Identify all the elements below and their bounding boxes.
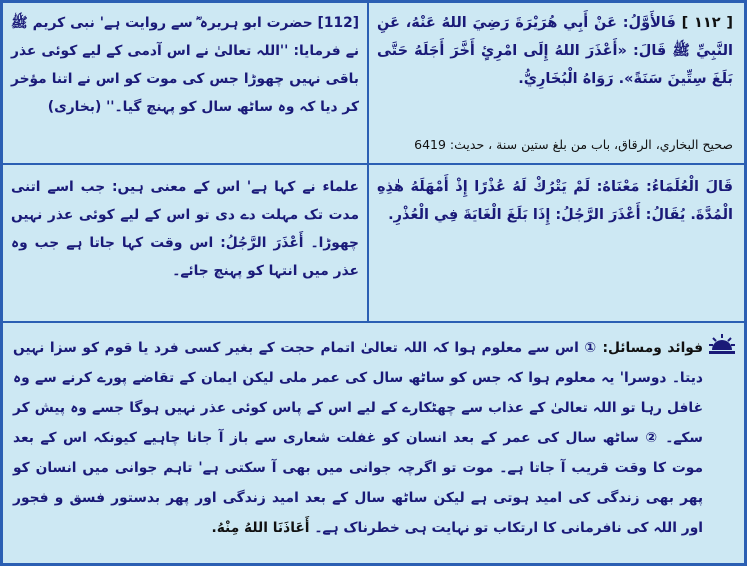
section-divider [3, 321, 744, 323]
urdu-scholars: علماء نے کہا ہے' اس کے معنی ہیں: جب اسے اتنی مدت تک مہلت دے دی تو اس کے لیے کوئی عذر نہیں چھوڑا۔ أَعْذَرَ الرَّجُلُ: اس وقت کہا جاتا ہے جب وہ عذر میں انتہا کو پہنچ جائے۔ [11, 179, 359, 279]
benefits-section [13, 333, 703, 543]
hadith-text: عَنْ أَبِي هُرَيْرَةَ رَضِيَ اللهُ عَنْهُ، عَنِ النَّبِيِّ ﷺ قَالَ: «أَعْذَرَ اللهُ إِلَى امْرِئٍ أَخَّرَ أَجَلَهُ حَتَّى بَلَغَ سِتِّينَ سَنَةً». رَوَاهُ الْبُخَارِيُّ. [377, 15, 733, 87]
arabic-hadith [377, 9, 733, 93]
hadith-lead: فَالأَوَّلُ: [616, 15, 676, 31]
benefits-text: ① اس سے معلوم ہوا کہ اللہ تعالیٰ اتمام حجت کے بغیر کسی فرد یا قوم کو سزا نہیں دیتا۔ دوسرا' یہ معلوم ہوا کہ جس کو ساٹھ سال کی عمر ملی لیکن ایمان کے تقاضے پورے کرنے سے وہ غافل رہا تو اللہ تعالیٰ کے عذاب سے چھٹکارے کے لیے اس کے پاس کوئی عذر نہیں ہوگا جسے وہ پیش کر سکے۔ ② ساٹھ سال کی عمر کے بعد انسان کو غفلت شعاری سے باز آ جانا چاہیے کیونکہ اس کے بعد موت کا وقت قریب آ جاتا ہے۔ موت تو اگرچہ جوانی میں بھی آ سکتی ہے' تاہم جوانی میں انسان کو پھر بھی زندگی کی امید ہوتی ہے لیکن ساٹھ سال کے بعد امید زندگی اور پھر بدستور فسق و فجور اور اللہ کی نافرمانی کا ارتکاب تو نہایت ہی خطرناک ہے۔ [13, 340, 703, 536]
row-divider [3, 163, 744, 165]
arabic-scholars: قَالَ الْعُلَمَاءُ: مَعْنَاهُ: لَمْ يَتْرُكْ لَهُ عُذْرًا إِذْ أَمْهَلَهُ هٰذِهِ الْمُدَّةَ. يُقَالُ: أَعْذَرَ الرَّجُلُ: إِذَا بَلَغَ الْغَايَةَ فِي الْعُذْرِ. [377, 179, 733, 223]
hadith-source: صحيح البخاري، الرقاق، باب من بلغ ستين سنة ، حديث: 6419 [414, 137, 733, 152]
benefits-closing: أَعَاذَنَا اللهُ مِنْهُ. [211, 520, 310, 536]
sun-icon [709, 333, 735, 355]
benefits-title: فوائد ومسائل: [596, 340, 703, 356]
urdu-translation: [112] حضرت ابو ہریرہ ؓ سے روایت ہے' نبی کریم ﷺ نے فرمایا: ''اللہ تعالیٰ نے اس آدمی کے لیے کوئی عذر باقی نہیں چھوڑا جس کی موت کو اس نے اتنا مؤخر کر دیا کہ وہ ساٹھ سال کو پہنچ گیا۔'' (بخاری) [11, 15, 359, 115]
hadith-number: [ ١١٢ ] [681, 15, 733, 31]
